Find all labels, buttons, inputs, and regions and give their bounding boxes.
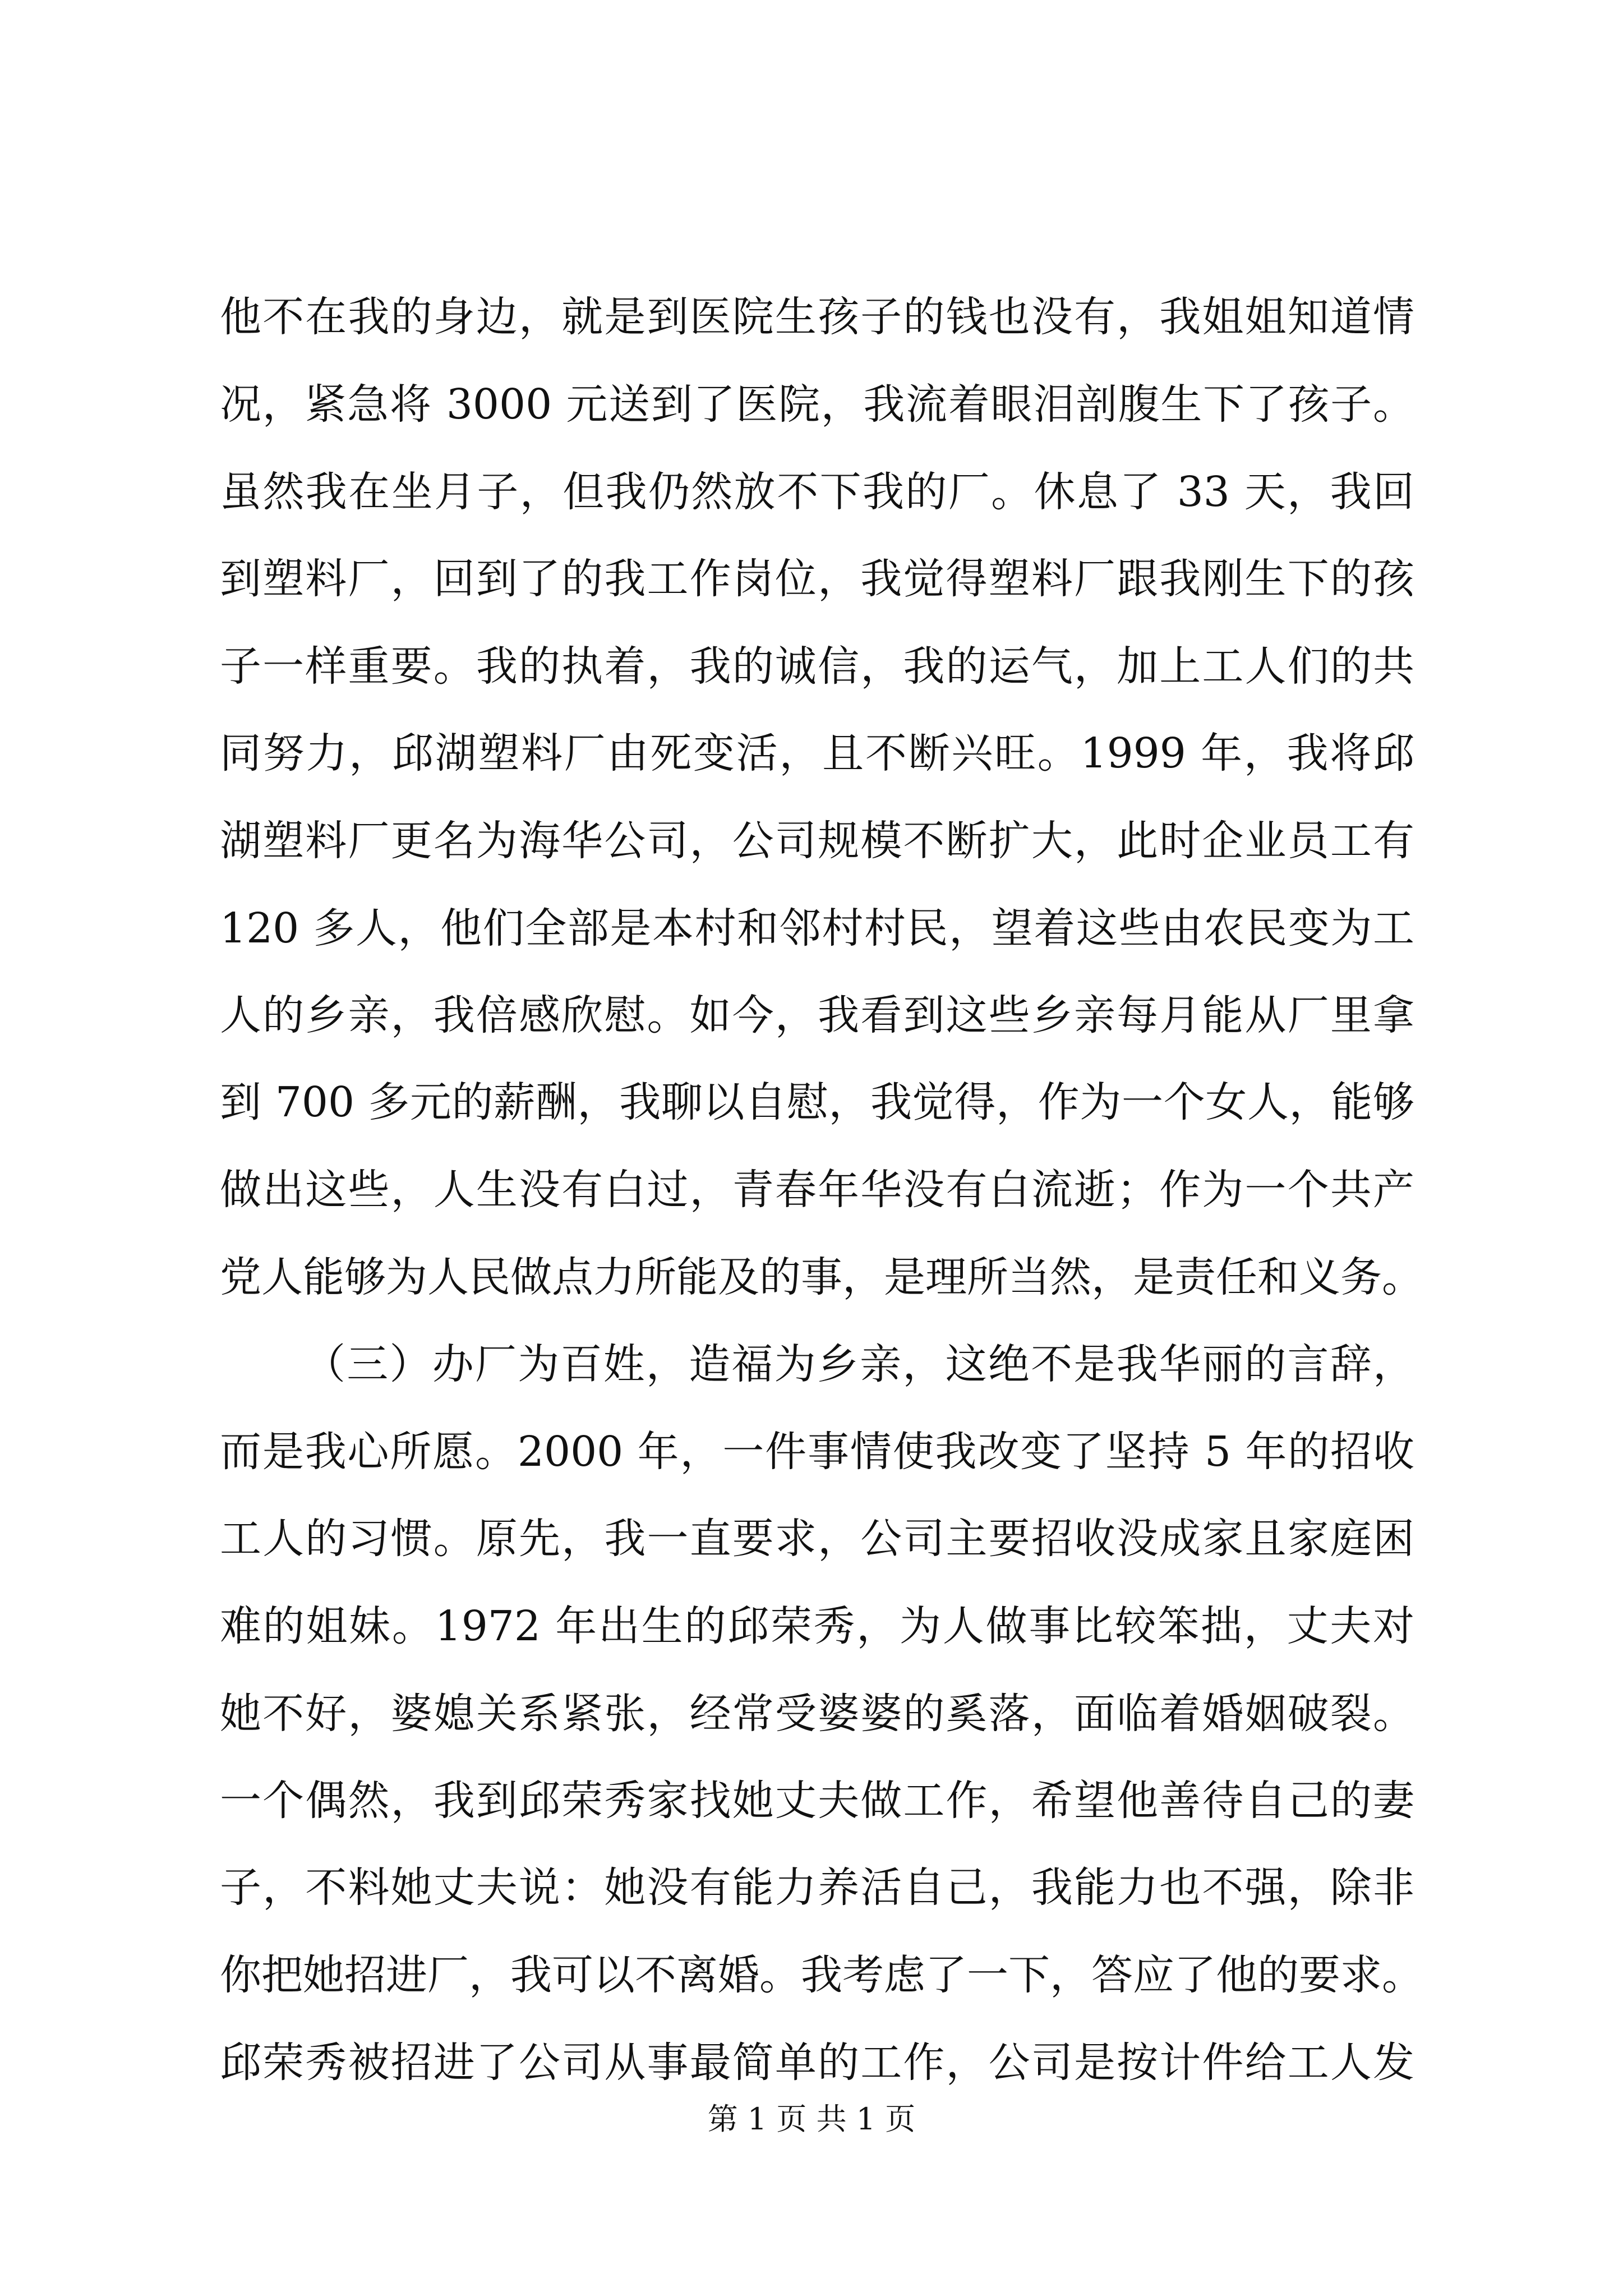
text-line-1: 他不在我的身边，就是到医院生孩子的钱也没有，我姐姐知道情 (220, 293, 1414, 341)
text-line-20: 你把她招进厂，我可以不离婚。我考虑了一下，答应了他的要求。 (220, 1951, 1423, 1999)
text-line-6: 同努力，邱湖塑料厂由死变活，且不断兴旺。1999 年，我将邱 (220, 729, 1414, 777)
text-line-10: 到 700 多元的薪酬，我聊以自慰，我觉得，作为一个女人，能够 (220, 1078, 1414, 1126)
text-line-11: 做出这些，人生没有白过，青春年华没有白流逝；作为一个共产 (220, 1166, 1414, 1214)
text-line-4: 到塑料厂，回到了的我工作岗位，我觉得塑料厂跟我刚生下的孩 (220, 555, 1414, 603)
text-line-18: 一个偶然，我到邱荣秀家找她丈夫做工作，希望他善待自己的妻 (220, 1777, 1414, 1825)
text-line-12: 党人能够为人民做点力所能及的事，是理所当然，是责任和义务。 (220, 1253, 1423, 1301)
text-line-3: 虽然我在坐月子，但我仍然放不下我的厂。休息了 33 天，我回 (220, 468, 1414, 516)
text-line-17: 她不好，婆媳关系紧张，经常受婆婆的奚落，面临着婚姻破裂。 (220, 1690, 1414, 1738)
text-line-14: 而是我心所愿。2000 年，一件事情使我改变了坚持 5 年的招收 (220, 1428, 1414, 1476)
text-line-16: 难的姐妹。1972 年出生的邱荣秀，为人做事比较笨拙，丈夫对 (220, 1602, 1414, 1650)
text-line-21: 邱荣秀被招进了公司从事最简单的工作，公司是按计件给工人发 (220, 2039, 1414, 2087)
text-line-7: 湖塑料厂更名为海华公司，公司规模不断扩大，此时企业员工有 (220, 817, 1414, 865)
text-line-19: 子，不料她丈夫说：她没有能力养活自己，我能力也不强，除非 (220, 1864, 1414, 1912)
text-line-15: 工人的习惯。原先，我一直要求，公司主要招收没成家且家庭困 (220, 1515, 1414, 1563)
text-line-2: 况，紧急将 3000 元送到了医院，我流着眼泪剖腹生下了孩子。 (220, 380, 1414, 429)
text-line-5: 子一样重要。我的执着，我的诚信，我的运气，加上工人们的共 (220, 642, 1414, 691)
text-line-8: 120 多人，他们全部是本村和邻村村民，望着这些由农民变为工 (220, 904, 1414, 953)
paragraph-3-first-line: （三）办厂为百姓，造福为乡亲，这绝不是我华丽的言辞， (304, 1340, 1414, 1388)
page-number-footer: 第 1 页 共 1 页 (707, 2101, 916, 2137)
text-line-9: 人的乡亲，我倍感欣慰。如今，我看到这些乡亲每月能从厂里拿 (220, 991, 1414, 1039)
